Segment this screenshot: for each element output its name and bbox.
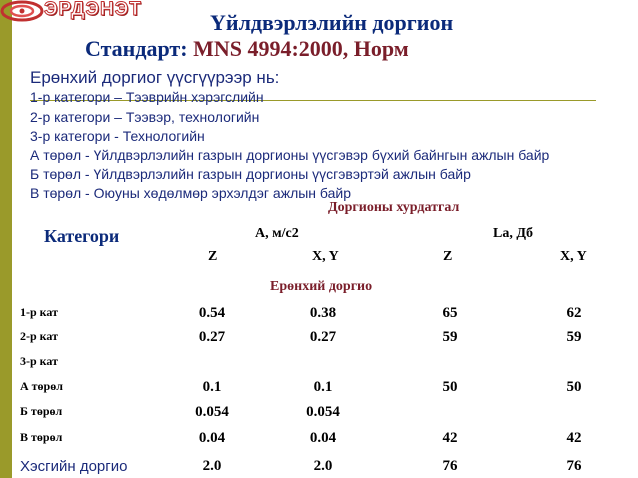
cell-a-z: 2.0 <box>202 458 222 474</box>
swirl-logo-icon <box>0 0 44 22</box>
cell-a-z: 0.04 <box>198 430 226 446</box>
cell-la-xy: 50 <box>566 379 582 395</box>
logo-text: ЭРДЭНЭТ <box>44 0 142 20</box>
category-3-line: 3-р категори - Технологийн <box>30 128 205 144</box>
row-label: 2-р кат <box>20 329 58 343</box>
type-c-line: В төрөл - Оюуны хөдөлмөр эрхэлдэг ажлын байр <box>30 185 352 201</box>
row-label: 3-р кат <box>20 354 58 368</box>
cell-la-xy: 62 <box>566 305 582 321</box>
subheader-la-z: Z <box>443 249 453 264</box>
cell-a-z: 0.1 <box>202 379 222 395</box>
cell-a-xy: 2.0 <box>313 458 333 474</box>
subheader-a-xy: X, Y <box>312 249 339 264</box>
type-a-line: А төрөл - Үйлдвэрлэлийн газрын доргионы үүсгэвэр бүхий байнгын ажлын байр <box>30 147 550 163</box>
row-label: А төрөл <box>20 379 63 393</box>
cell-a-xy: 0.38 <box>309 305 337 321</box>
cell-la-z: 65 <box>442 305 458 321</box>
cell-la-z: 59 <box>442 329 458 345</box>
section-label: Ерөнхий доргио <box>270 279 373 294</box>
cell-la-z: 76 <box>442 458 458 474</box>
company-logo <box>0 0 150 22</box>
cell-a-xy: 0.04 <box>309 430 337 446</box>
row-label: 1-р кат <box>20 305 58 319</box>
page-title: Үйлдвэрлэлийн доргион <box>210 10 454 35</box>
cell-a-xy: 0.1 <box>313 379 333 395</box>
subheader-la-xy: X, Y <box>560 249 587 264</box>
cell-a-z: 0.54 <box>198 305 226 321</box>
a-column-header: А, м/с2 <box>255 226 299 241</box>
cell-a-xy: 0.27 <box>309 329 337 345</box>
intro-line: Ерөнхий доргиог үүсгүүрээр нь: <box>30 68 280 87</box>
category-2-line: 2-р категори – Тээвэр, технологийн <box>30 109 260 125</box>
cell-a-xy: 0.054 <box>306 404 340 420</box>
table-caption: Доргионы хурдатгал <box>328 200 460 215</box>
row-label-local-vibration: Хэсгийн доргио <box>20 458 128 475</box>
category-1-line: 1-р категори – Тээврийн хэрэгслийн <box>30 89 264 105</box>
subtitle-prefix: Стандарт: <box>85 36 188 61</box>
cell-la-z: 50 <box>442 379 458 395</box>
subtitle-standard: MNS 4994:2000, Норм <box>193 36 409 61</box>
cell-a-z: 0.054 <box>195 404 229 420</box>
cell-a-z: 0.27 <box>198 329 226 345</box>
subheader-a-z: Z <box>208 249 218 264</box>
cell-la-xy: 59 <box>566 329 582 345</box>
cell-la-z: 42 <box>442 430 458 446</box>
la-column-header: La, Дб <box>493 226 533 241</box>
type-b-line: Б төрөл - Үйлдвэрлэлийн газрын доргионы үүсгэвэртэй ажлын байр <box>30 166 471 182</box>
page-subtitle <box>85 36 409 62</box>
category-header: Категори <box>44 226 120 246</box>
cell-la-xy: 76 <box>566 458 582 474</box>
cell-la-xy: 42 <box>566 430 582 446</box>
row-label: В төрөл <box>20 430 63 444</box>
row-label: Б төрөл <box>20 404 63 418</box>
left-sidebar-bar <box>0 0 12 478</box>
